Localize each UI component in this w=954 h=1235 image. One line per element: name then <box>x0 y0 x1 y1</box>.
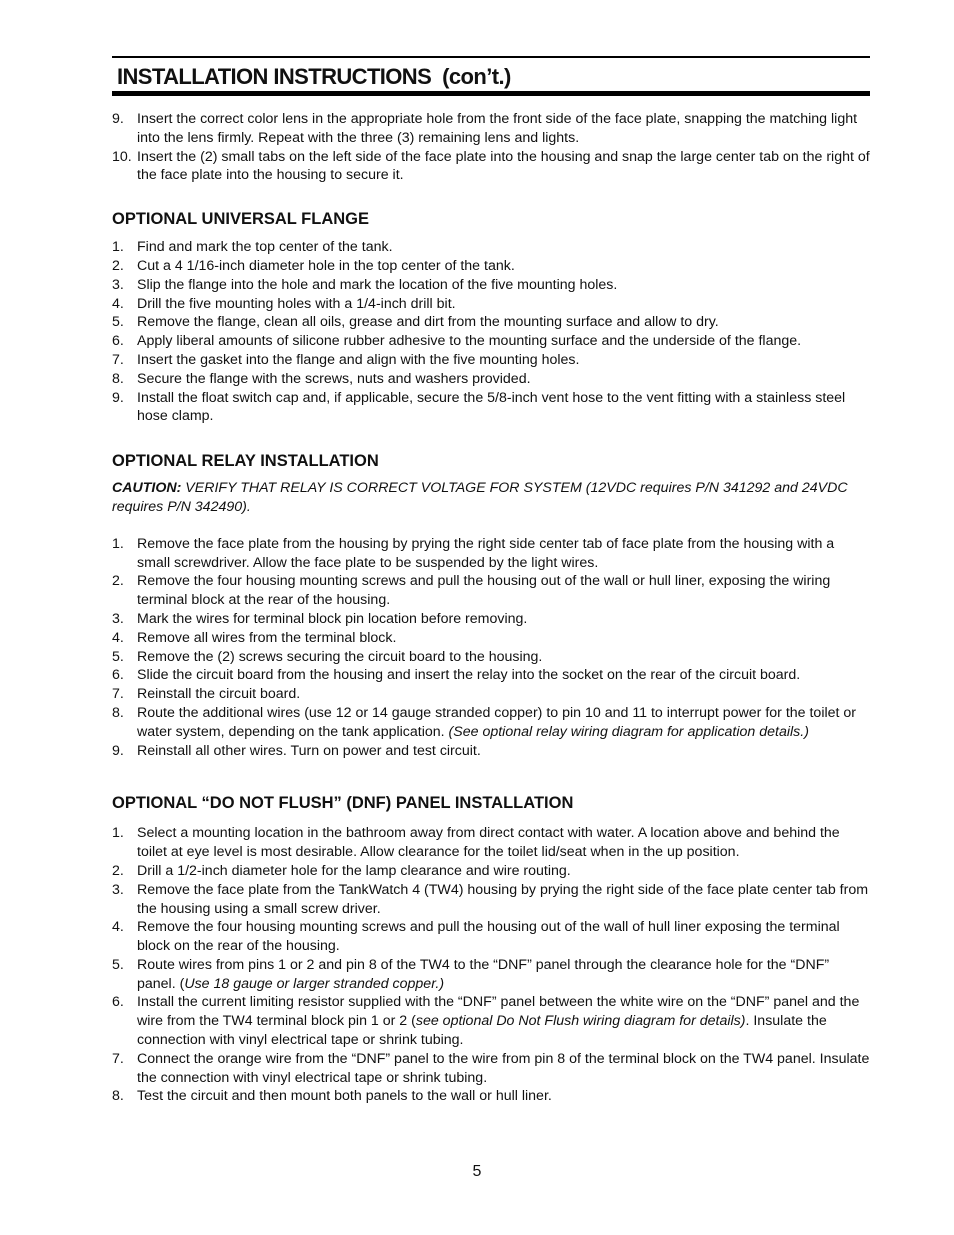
list-item: 1. Select a mounting location in the bathroom away from direct contact with water. A location above and behind the toilet at eye level is most desirable. Allow clearance for the toilet lid/seat when in the up position. <box>112 825 840 861</box>
dnf-list <box>112 824 870 1106</box>
intro-list <box>112 110 870 185</box>
caution-label: CAUTION: <box>112 480 182 497</box>
section-heading-relay: OPTIONAL RELAY INSTALLATION <box>112 452 379 471</box>
list-item: 2. Drill a 1/2-inch diameter hole for the lamp clearance and wire routing. <box>112 862 571 879</box>
list-item: 4. Remove the four housing mounting screws and pull the housing out of the wall of hull liner exposing the terminal block on the rear of the housing. <box>112 919 840 955</box>
caution-note: CAUTION: VERIFY THAT RELAY IS CORRECT VOLTAGE FOR SYSTEM (12VDC requires P/N 341292 and 24VDC requires P/N 342490). <box>112 480 848 515</box>
list-item: 7. Insert the gasket into the flange and align with the five mounting holes. <box>112 351 580 368</box>
list-item: 6. Apply liberal amounts of silicone rubber adhesive to the mounting surface and the underside of the flange. <box>112 333 802 350</box>
list-item: 1. Remove the face plate from the housing by prying the right side center tab of face plate from the housing with a small screwdriver. Allow the face plate to be suspended by the light wires. <box>112 535 835 571</box>
header-rule-bottom <box>112 91 870 96</box>
list-item: 2. Cut a 4 1/16-inch diameter hole in the top center of the tank. <box>112 257 515 274</box>
list-item: 6. Install the current limiting resistor supplied with the “DNF” panel between the white wire on the “DNF” panel and the wire from the TW4 terminal block pin 1 or 2 (see optional Do Not Flush wiring diagram for details). Insulate the connection with vinyl electrical tape or shrink tubing. <box>112 994 860 1049</box>
list-item: 7. Connect the orange wire from the “DNF” panel to the wire from pin 8 of the terminal block on the TW4 panel. Insulate the connection with vinyl electrical tape or shrink tubing. <box>112 1050 870 1086</box>
list-item: 5. Remove the flange, clean all oils, grease and dirt from the mounting surface and allow to dry. <box>112 314 719 331</box>
list-item: 3. Mark the wires for terminal block pin location before removing. <box>112 610 528 627</box>
list-item: 7. Reinstall the circuit board. <box>112 686 301 703</box>
page-content <box>112 56 870 1106</box>
section-heading-dnf: OPTIONAL “DO NOT FLUSH” (DNF) PANEL INSTALLATION <box>112 794 574 813</box>
list-item: 6. Slide the circuit board from the housing and insert the relay into the socket on the rear of the circuit board. <box>112 667 801 684</box>
list-item: 10. Insert the (2) small tabs on the left side of the face plate into the housing and snap the large center tab on the right of the face plate into the housing to secure it. <box>112 148 870 184</box>
section-heading-flange: OPTIONAL UNIVERSAL FLANGE <box>112 210 369 229</box>
list-item: 9. Reinstall all other wires. Turn on power and test circuit. <box>112 742 481 759</box>
flange-list <box>112 238 870 426</box>
list-item: 3. Slip the flange into the hole and mark the location of the five mounting holes. <box>112 276 618 293</box>
relay-list <box>112 535 870 761</box>
page-number: 5 <box>472 1163 482 1180</box>
list-item: 2. Remove the four housing mounting screws and pull the housing out of the wall or hull liner, exposing the wiring terminal block at the rear of the housing. <box>112 573 831 609</box>
list-item: 9. Install the float switch cap and, if applicable, secure the 5/8-inch vent hose to the vent fitting with a stainless steel hose clamp. <box>112 389 846 425</box>
section-header <box>112 56 870 96</box>
list-item: 1. Find and mark the top center of the tank. <box>112 239 393 256</box>
list-item: 5. Route wires from pins 1 or 2 and pin 8 of the TW4 to the “DNF” panel through the clearance hole for the “DNF” panel. (Use 18 gauge or larger stranded copper.) <box>112 956 830 992</box>
list-item: 8. Route the additional wires (use 12 or 14 gauge stranded copper) to pin 10 and 11 to interrupt power for the toilet or water system, depending on the tank application. (See optional relay wiring diagram for application details.) <box>112 704 857 740</box>
list-item: 4. Remove all wires from the terminal block. <box>112 629 397 646</box>
list-item: 3. Remove the face plate from the TankWatch 4 (TW4) housing by prying the right side of the face plate center tab from the housing using a small screw driver. <box>112 881 869 917</box>
list-item: 8. Test the circuit and then mount both panels to the wall or hull liner. <box>112 1088 552 1105</box>
list-item: 5. Remove the (2) screws securing the circuit board to the housing. <box>112 648 543 665</box>
list-item: 9. Insert the correct color lens in the appropriate hole from the front side of the face plate, snapping the matching light into the lens firmly. Repeat with the three (3) remaining lens and lights. <box>112 111 858 146</box>
list-item: 8. Secure the flange with the screws, nuts and washers provided. <box>112 370 531 387</box>
page-title: INSTALLATION INSTRUCTIONS (con’t.) <box>117 64 511 89</box>
list-item: 4. Drill the five mounting holes with a 1/4-inch drill bit. <box>112 295 456 312</box>
